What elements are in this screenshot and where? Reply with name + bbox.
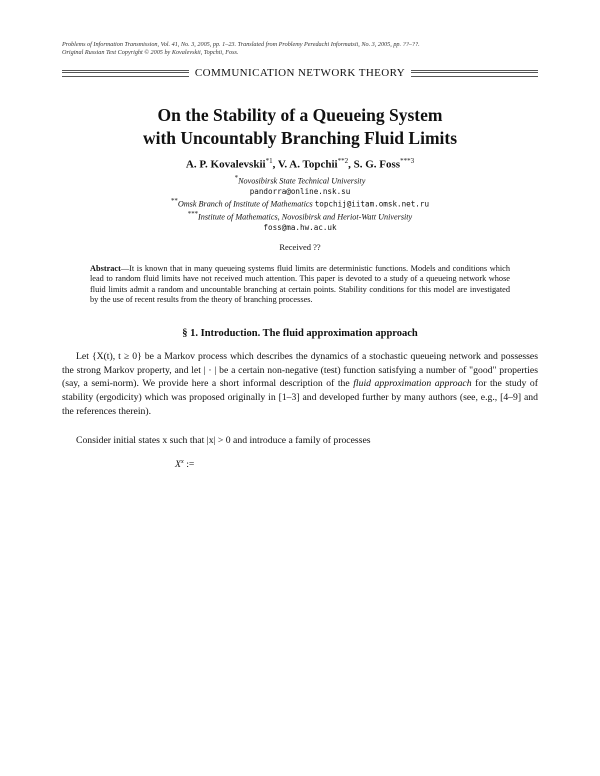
paragraph-1: Let {X(t), t ≥ 0} be a Markov process which describes the dynamics of a stochastic queueing network and possesses the strong Markov property, and let | · | be a certain non-negative (test) function satisfying a number of "good" properties (say, a semi-norm). We provide here a short informal description of the fluid approximation approach for the study of stability (ergodicity) which was proposed originally in [1–3] and developed further by many authors (see, e.g., [4–9] and the references therein). [62,351,538,417]
emphasis: fluid approximation approach [353,378,472,390]
email-2: topchij@iitam.omsk.net.ru [314,200,430,210]
paragraph-2: Consider initial states x such that |x| > 0 and introduce a family of processes [76,435,371,446]
affiliation-2: **Omsk Branch of Institute of Mathematics topchij@iitam.omsk.net.ru [170,198,430,210]
left-rule [62,70,189,77]
section-banner [62,66,538,80]
author-mark: **2 [337,157,349,165]
received-date: Received ?? [279,242,321,252]
title-line-2: with Uncountably Branching Fluid Limits [142,128,458,148]
paper-title [60,104,540,150]
affiliation-3: ***Institute of Mathematics, Novosibirsk and Heriot-Watt University [187,211,413,223]
email-1: pandorra@online.nsk.su [249,187,351,197]
journal-header-line-2: Original Russian Text Copyright © 2005 by Kovalevskii, Topchii, Foss. [62,49,239,56]
abstract [90,264,510,306]
author-name: A. P. Kovalevskii [185,158,266,171]
email-3: foss@ma.hw.ac.uk [263,223,337,233]
author-mark: ***3 [400,157,415,165]
abstract-label: Abstract [90,264,121,273]
journal-header [62,41,542,57]
section-heading: § 1. Introduction. The fluid approximation approach [182,328,418,339]
abstract-text: —It is known that in many queueing systems fluid limits are deterministic functions. Models and conditions which lead to random fluid limits have not received much attention. This paper is devoted to a study of a queueing network whose fluid limits admit a random and uncountable branching at certain points. Stability conditions for this model are investigated by the use of recent results from the theory of branching processes. [90,264,510,305]
affiliations [60,174,540,234]
author-name: S. G. Foss [353,158,401,171]
right-rule [411,70,538,77]
affiliation-1: *Novosibirsk State Technical University [234,175,366,186]
author-list: A. P. Kovalevskii$^{*1}$, V. A. Topchii$^{**2}$, S. G. Foss$^{***3}$ [185,157,415,171]
title-line-1: On the Stability of a Queueing System [157,105,443,125]
section-label: COMMUNICATION NETWORK THEORY [194,67,406,79]
formula: $X^x$ := [175,458,195,471]
author-mark: *1 [265,157,273,165]
journal-header-line-1: Problems of Information Transmission, Vol. 41, No. 3, 2005, pp. 1–23. Translated from Problemy Peredachi Informatsii, No. 3, 2005, pp. ??–??. [62,41,420,48]
author-name: V. A. Topchii [277,158,338,171]
